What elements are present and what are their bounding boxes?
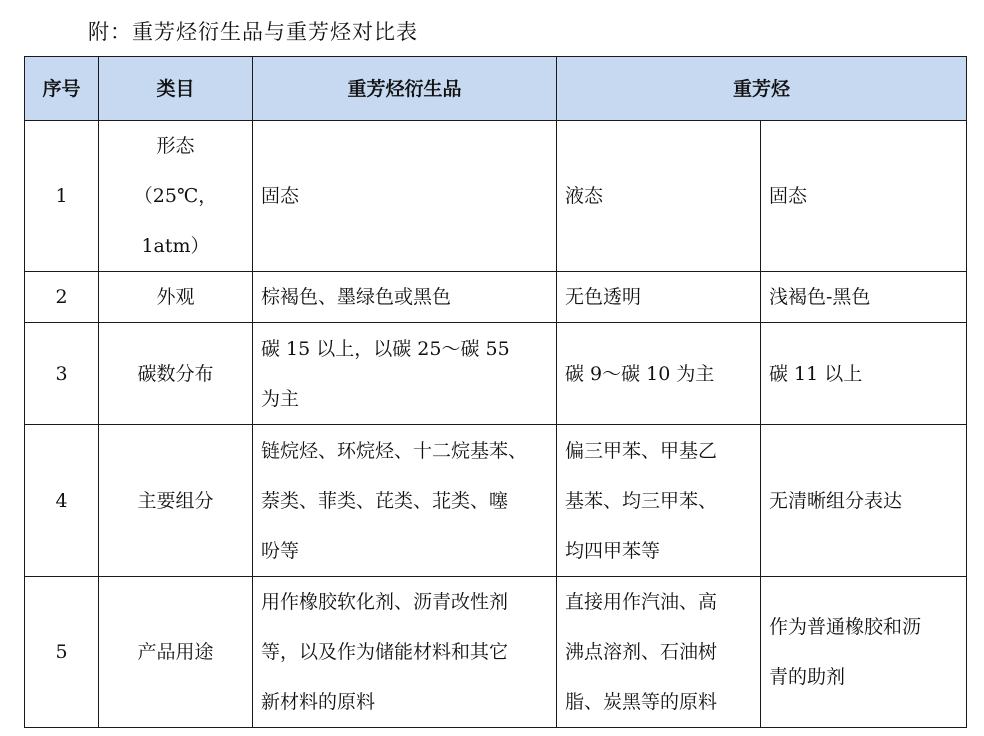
- cell-line: 碳数分布: [137, 362, 214, 385]
- header-derivative: 重芳烃衍生品: [253, 57, 557, 121]
- table-caption: 附：重芳烃衍生品与重芳烃对比表: [88, 20, 418, 44]
- header-heavy-aromatics: 重芳烃: [557, 57, 967, 121]
- cell-line: 碳 15 以上，以碳 25～碳 55: [261, 337, 510, 360]
- cell-index: 4: [25, 425, 99, 577]
- cell-line: 脂、炭黑等的原料: [565, 691, 718, 713]
- cell-derivative: [253, 425, 557, 577]
- cell-index: 3: [25, 323, 99, 425]
- cell-line: 棕褐色、墨绿色或黑色: [261, 286, 452, 308]
- cell-line: 形态: [156, 135, 195, 157]
- cell-line: 吩等: [261, 539, 300, 562]
- cell-heavy-liquid: [557, 121, 761, 272]
- cell-index: 1: [25, 121, 99, 272]
- table-row: [25, 577, 967, 728]
- cell-heavy-liquid: [557, 323, 761, 425]
- cell-line: 碳 11 以上: [769, 362, 863, 385]
- cell-line: 外观: [156, 286, 195, 308]
- cell-heavy-solid: [761, 425, 967, 577]
- cell-line: 为主: [261, 387, 300, 410]
- cell-line: 1atm）: [141, 235, 210, 257]
- cell-line: 等，以及作为储能材料和其它: [261, 641, 509, 663]
- cell-line: 沸点溶剂、石油树: [565, 641, 718, 663]
- table-row: [25, 272, 967, 323]
- cell-line: 青的助剂: [769, 666, 846, 688]
- cell-line: 新材料的原料: [261, 691, 376, 713]
- cell-line: 链烷烃、环烷烃、十二烷基苯、: [261, 439, 528, 462]
- cell-heavy-solid: [761, 577, 967, 728]
- cell-line: 用作橡胶软化剂、沥青改性剂: [261, 591, 509, 613]
- comparison-table: [24, 56, 967, 728]
- cell-line: 无清晰组分表达: [769, 489, 903, 512]
- cell-line: 无色透明: [565, 286, 642, 308]
- cell-category: [99, 425, 253, 577]
- cell-derivative: [253, 272, 557, 323]
- cell-heavy-liquid: [557, 577, 761, 728]
- cell-category: [99, 577, 253, 728]
- table-row: [25, 323, 967, 425]
- cell-line: 产品用途: [137, 641, 214, 663]
- cell-line: 直接用作汽油、高: [565, 591, 718, 613]
- cell-line: 均四甲苯等: [565, 539, 661, 562]
- cell-line: 偏三甲苯、甲基乙: [565, 439, 718, 462]
- cell-line: 固态: [769, 185, 808, 207]
- cell-line: 浅褐色-黑色: [769, 286, 871, 308]
- cell-derivative: [253, 121, 557, 272]
- cell-heavy-solid: [761, 272, 967, 323]
- cell-category: [99, 323, 253, 425]
- cell-line: 碳 9～碳 10 为主: [565, 362, 715, 385]
- cell-index: 5: [25, 577, 99, 728]
- cell-category: [99, 272, 253, 323]
- cell-heavy-solid: [761, 323, 967, 425]
- cell-line: （25℃，: [133, 185, 218, 207]
- cell-line: 萘类、菲类、芘类、苝类、噻: [261, 489, 509, 512]
- cell-line: 基苯、均三甲苯、: [565, 489, 718, 512]
- cell-derivative: [253, 577, 557, 728]
- cell-category: [99, 121, 253, 272]
- table-row: [25, 121, 967, 272]
- cell-index: 2: [25, 272, 99, 323]
- cell-line: 固态: [261, 185, 300, 207]
- cell-line: 液态: [565, 185, 604, 207]
- cell-line: 主要组分: [137, 489, 214, 512]
- cell-line: 作为普通橡胶和沥: [769, 616, 922, 638]
- cell-heavy-liquid: [557, 425, 761, 577]
- cell-heavy-solid: [761, 121, 967, 272]
- cell-derivative: [253, 323, 557, 425]
- header-row: [25, 57, 967, 121]
- header-index: 序号: [25, 57, 99, 121]
- header-category: 类目: [99, 57, 253, 121]
- cell-heavy-liquid: [557, 272, 761, 323]
- table-row: [25, 425, 967, 577]
